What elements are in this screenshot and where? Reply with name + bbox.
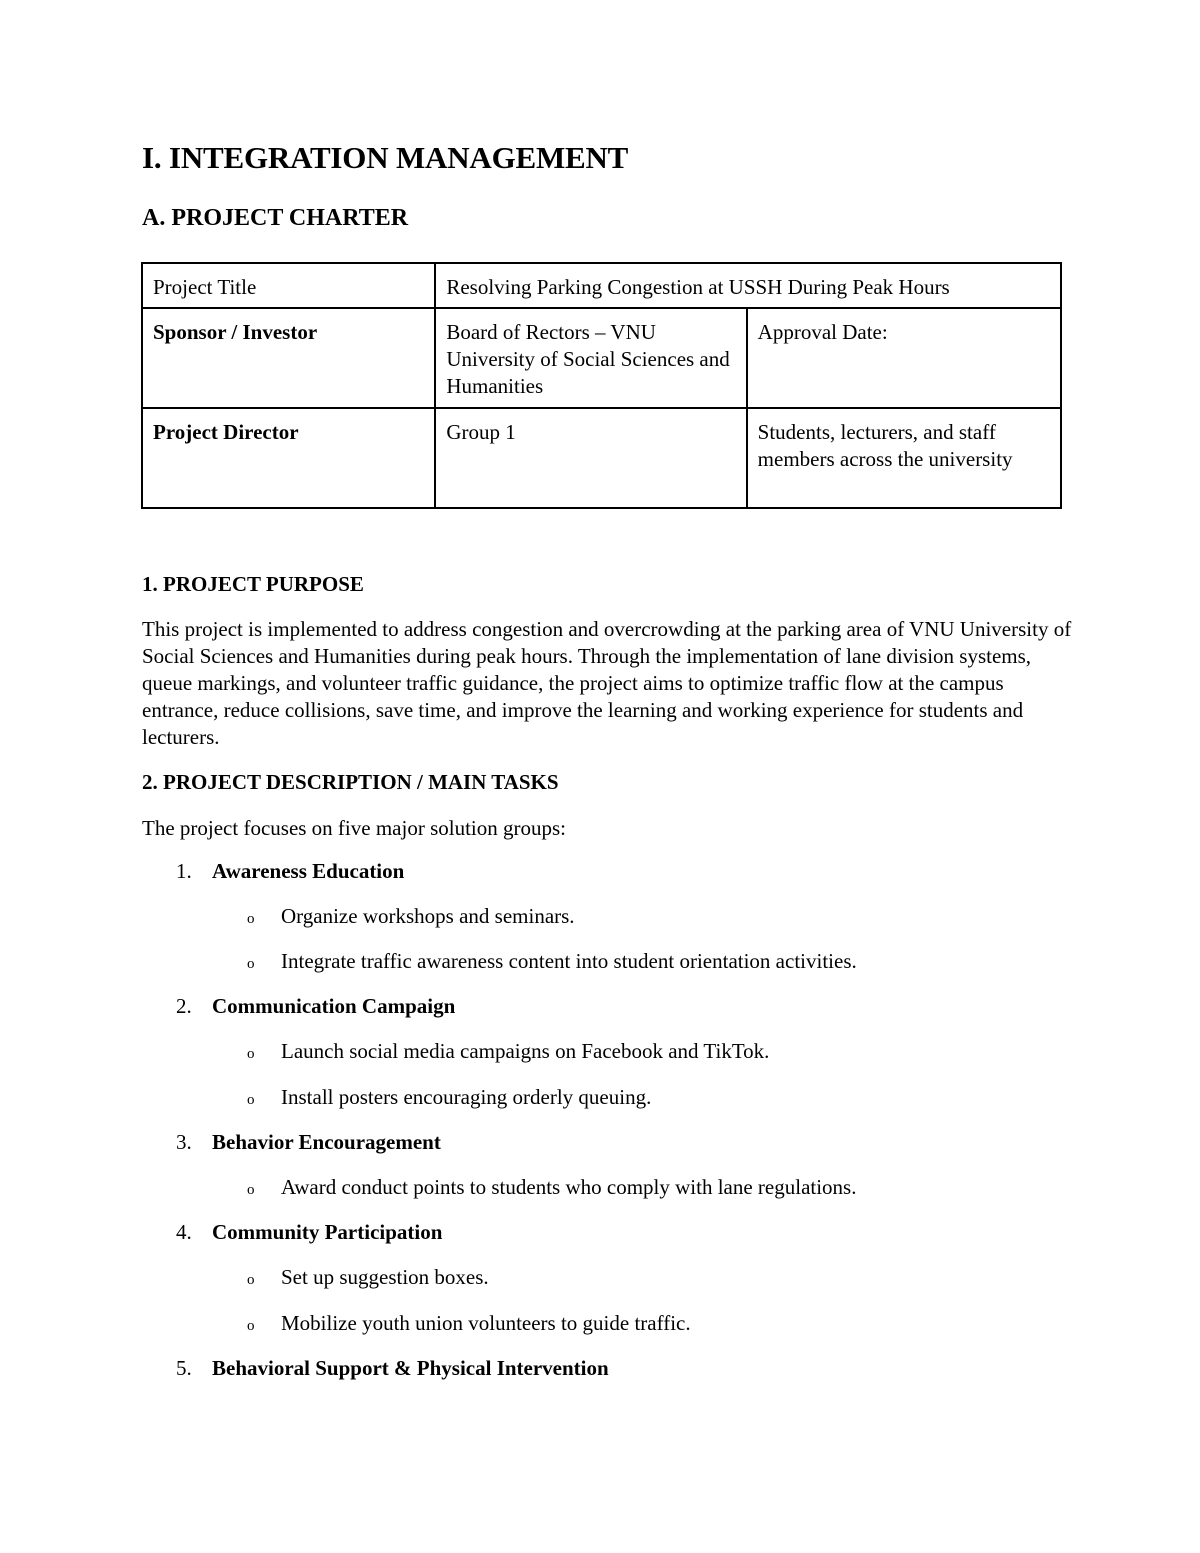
sub-list-item-text: Set up suggestion boxes. xyxy=(281,1265,489,1289)
bullet-icon: o xyxy=(247,1318,255,1334)
bullet-icon: o xyxy=(247,1092,255,1108)
sub-list-item-text: Organize workshops and seminars. xyxy=(281,904,575,928)
director-label: Project Director xyxy=(142,408,435,508)
sub-list-item-text: Install posters encouraging orderly queuing. xyxy=(281,1085,652,1109)
sub-list-item xyxy=(247,1175,856,1200)
list-item xyxy=(176,994,455,1019)
list-number: 1. xyxy=(176,859,192,883)
description-title: 2. PROJECT DESCRIPTION / MAIN TASKS xyxy=(142,770,559,794)
list-number: 4. xyxy=(176,1220,192,1244)
table-row xyxy=(142,408,1061,508)
table-row xyxy=(142,308,1061,408)
sub-list-item-text: Mobilize youth union volunteers to guide traffic. xyxy=(281,1311,691,1335)
sub-list-item xyxy=(247,1085,651,1110)
list-item xyxy=(176,1220,442,1245)
table-row xyxy=(142,263,1061,308)
list-item-label: Behavior Encouragement xyxy=(212,1130,441,1154)
sub-list-item xyxy=(247,1039,769,1064)
purpose-text: This project is implemented to address congestion and overcrowding at the parking area of VNU University of Social Sciences and Humanities during peak hours. Through the implementation of lane division systems, queue markings, and volunteer traffic guidance, the project aims to optimize traffic flow at the campus entrance, reduce collisions, save time, and improve the learning and working experience for students and lecturers. xyxy=(142,617,1072,749)
director-value: Group 1 xyxy=(435,408,746,508)
purpose-title: 1. PROJECT PURPOSE xyxy=(142,572,364,596)
approval-date-label: Approval Date: xyxy=(747,308,1061,408)
list-number: 2. xyxy=(176,994,192,1018)
description-intro: The project focuses on five major solution groups: xyxy=(142,816,566,840)
project-charter-table xyxy=(141,262,1062,509)
bullet-icon: o xyxy=(247,1182,255,1198)
sub-list-item xyxy=(247,904,575,929)
list-item xyxy=(176,1356,609,1381)
list-item xyxy=(176,1130,441,1155)
list-item-label: Communication Campaign xyxy=(212,994,456,1018)
list-item-label: Behavioral Support & Physical Intervention xyxy=(212,1356,609,1380)
list-item-label: Awareness Education xyxy=(212,859,405,883)
sub-list-item-text: Launch social media campaigns on Facebook and TikTok. xyxy=(281,1039,770,1063)
stakeholders-value: Students, lecturers, and staff members across the university xyxy=(747,408,1061,508)
bullet-icon: o xyxy=(247,1272,255,1288)
project-title-label: Project Title xyxy=(142,263,435,308)
sponsor-label: Sponsor / Investor xyxy=(142,308,435,408)
list-number: 3. xyxy=(176,1130,192,1154)
project-title-value: Resolving Parking Congestion at USSH During Peak Hours xyxy=(435,263,1061,308)
list-item xyxy=(176,859,404,884)
main-heading: I. INTEGRATION MANAGEMENT xyxy=(142,140,629,175)
sub-heading: A. PROJECT CHARTER xyxy=(142,205,409,231)
bullet-icon: o xyxy=(247,911,255,927)
sponsor-value: Board of Rectors – VNU University of Social Sciences and Humanities xyxy=(435,308,746,408)
list-item-label: Community Participation xyxy=(212,1220,443,1244)
sub-list-item xyxy=(247,1311,691,1336)
sub-list-item xyxy=(247,949,857,974)
bullet-icon: o xyxy=(247,956,255,972)
bullet-icon: o xyxy=(247,1046,255,1062)
sub-list-item-text: Integrate traffic awareness content into student orientation activities. xyxy=(281,949,857,973)
sub-list-item-text: Award conduct points to students who comply with lane regulations. xyxy=(281,1175,857,1199)
sub-list-item xyxy=(247,1265,489,1290)
list-number: 5. xyxy=(176,1356,192,1380)
